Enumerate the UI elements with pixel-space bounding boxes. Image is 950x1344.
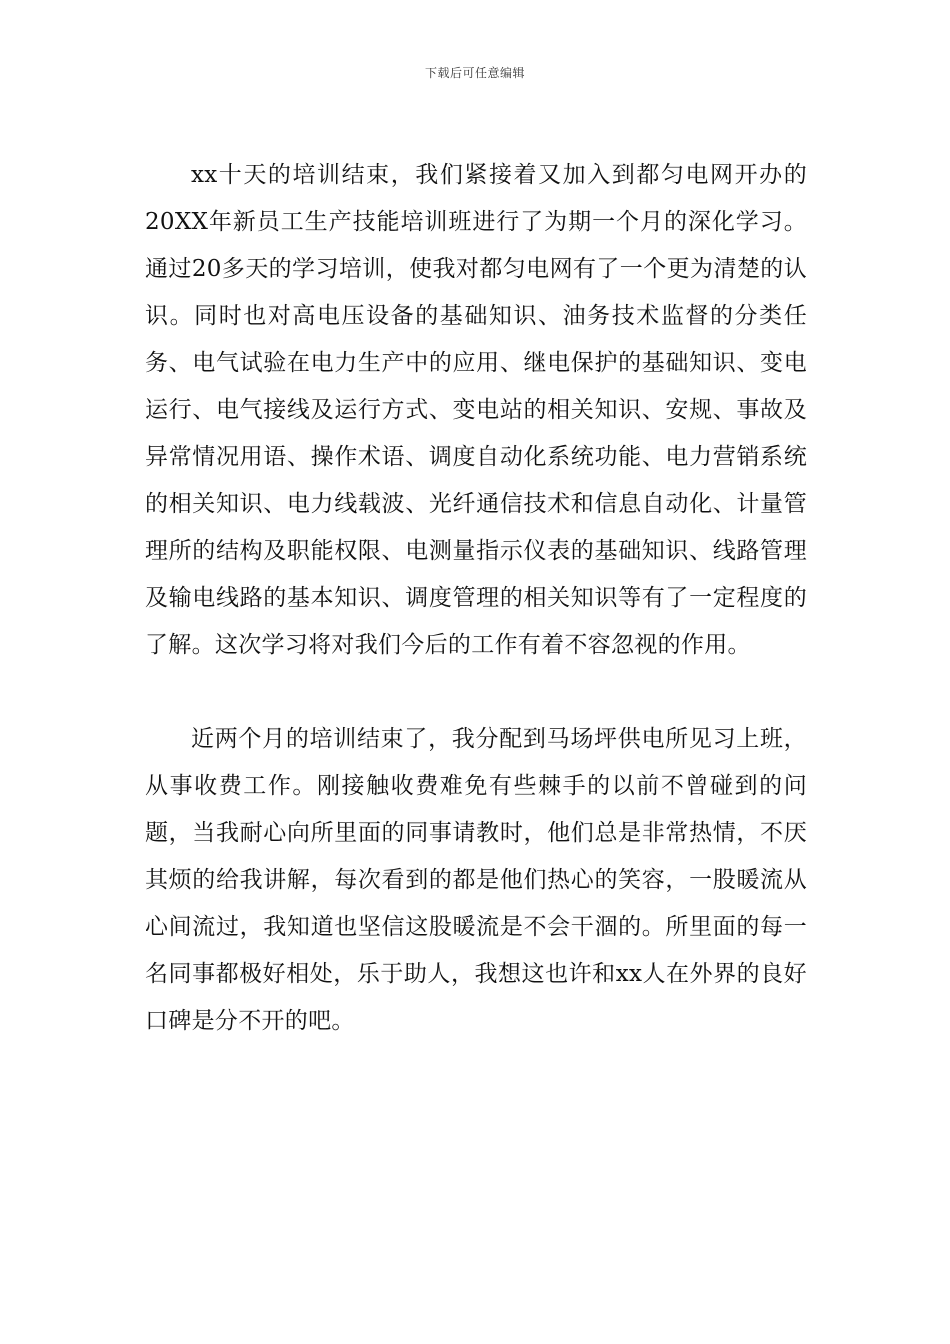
document-body: [145, 152, 807, 1045]
header-note: 下载后可任意编辑: [424, 66, 525, 80]
paragraph-work-experience: 近两个月的培训结束了，我分配到马场坪供电所见习上班，从事收费工作。刚接触收费难免有些棘手的以前不曾碰到的问题，当我耐心向所里面的同事请教时，他们总是非常热情，不厌其烦的给我讲解，每次看到的都是他们热心的笑容，一股暖流从心间流过，我知道也坚信这股暖流是不会干涸的。所里面的每一名同事都极好相处，乐于助人，我想这也许和xx人在外界的良好口碑是分不开的吧。: [145, 726, 807, 1034]
paragraph-training-summary: xx十天的培训结束，我们紧接着又加入到都匀电网开办的20XX年新员工生产技能培训班进行了为期一个月的深化学习。通过20多天的学习培训，使我对都匀电网有了一个更为清楚的认识。同时也对高电压设备的基础知识、油务技术监督的分类任务、电气试验在电力生产中的应用、继电保护的基础知识、变电运行、电气接线及运行方式、变电站的相关知识、安规、事故及异常情况用语、操作术语、调度自动化系统功能、电力营销系统的相关知识、电力线载波、光纤通信技术和信息自动化、计量管理所的结构及职能权限、电测量指示仪表的基础知识、线路管理及输电线路的基本知识、调度管理的相关知识等有了一定程度的了解。这次学习将对我们今后的工作有着不容忽视的作用。: [145, 162, 807, 658]
